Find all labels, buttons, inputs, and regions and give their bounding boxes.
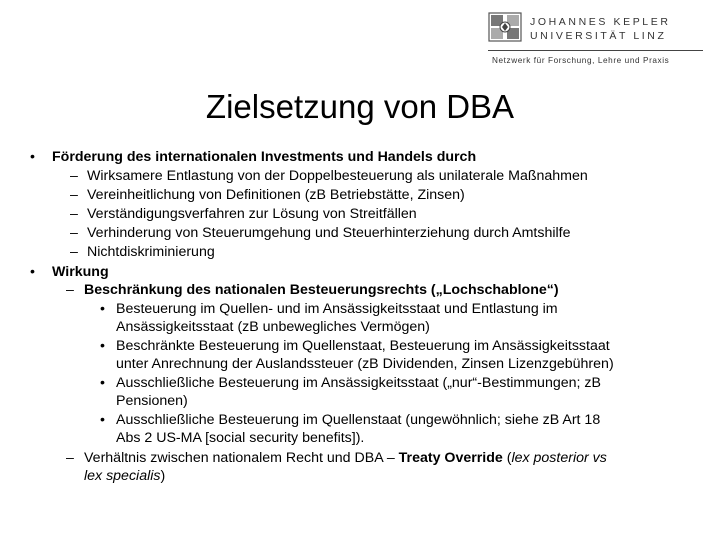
sub-bullet-beschraenkung: Beschränkung des nationalen Besteuerungsrechts („Lochschablone“): [84, 282, 559, 298]
dash-marker: –: [70, 187, 78, 203]
bullet-marker: •: [100, 375, 105, 391]
sub-bullet-verhaeltnis: [84, 449, 607, 468]
logo-divider: [488, 50, 703, 51]
logo-name-line1: JOHANNES KEPLER: [530, 16, 671, 28]
logo-name-line2: UNIVERSITÄT LINZ: [530, 30, 667, 42]
dash-marker: –: [70, 168, 78, 184]
sub-sub-bullet-2-line1: Beschränkte Besteuerung im Quellenstaat, Besteuerung im Ansässigkeitsstaat: [116, 338, 610, 354]
lex-posterior-text: lex posterior vs: [511, 450, 607, 466]
sub-sub-bullet-4-line2: Abs 2 US-MA [social security benefits]).: [116, 430, 365, 446]
sub-sub-bullet-2-line2: unter Anrechnung der Auslandssteuer (zB Dividenden, Zinsen Lizenzgebühren): [116, 356, 614, 372]
treaty-override-text: Treaty Override: [398, 450, 503, 466]
dash-marker: –: [66, 450, 74, 466]
crest-icon: [488, 12, 522, 42]
verhaeltnis-text: Verhältnis zwischen nationalem Recht und DBA –: [84, 450, 399, 466]
sub-bullet-steuerumgehung: Verhinderung von Steuerumgehung und Steuerhinterziehung durch Amtshilfe: [87, 225, 571, 241]
paren-close: ): [160, 468, 166, 484]
university-logo: [488, 12, 708, 72]
bullet-wirkung: Wirkung: [52, 264, 109, 280]
sub-sub-bullet-3-line1: Ausschließliche Besteuerung im Ansässigkeitsstaat („nur“-Bestimmungen; zB: [116, 375, 601, 391]
bullet-marker: •: [100, 301, 105, 317]
sub-sub-bullet-4-line1: Ausschließliche Besteuerung im Quellenstaat (ungewöhnlich; siehe zB Art 18: [116, 412, 601, 428]
sub-bullet-verhaeltnis-line2: [84, 467, 165, 486]
sub-bullet-nichtdiskriminierung: Nichtdiskriminierung: [87, 244, 215, 260]
sub-bullet-definitionen: Vereinheitlichung von Definitionen (zB Betriebstätte, Zinsen): [87, 187, 465, 203]
bullet-marker: •: [30, 149, 35, 165]
lex-specialis-text: lex specialis: [84, 468, 161, 484]
bullet-marker: •: [30, 264, 35, 280]
sub-sub-bullet-1-line1: Besteuerung im Quellen- und im Ansässigkeitsstaat und Entlastung im: [116, 301, 558, 317]
sub-bullet-verstaendigung: Verständigungsverfahren zur Lösung von Streitfällen: [87, 206, 417, 222]
dash-marker: –: [70, 225, 78, 241]
sub-bullet-entlastung: Wirksamere Entlastung von der Doppelbesteuerung als unilaterale Maßnahmen: [87, 168, 588, 184]
dash-marker: –: [66, 282, 74, 298]
sub-sub-bullet-3-line2: Pensionen): [116, 393, 188, 409]
slide-title: Zielsetzung von DBA: [205, 88, 515, 125]
bullet-foerderung: Förderung des internationalen Investments und Handels durch: [52, 149, 477, 165]
dash-marker: –: [70, 206, 78, 222]
bullet-marker: •: [100, 412, 105, 428]
dash-marker: –: [70, 244, 78, 260]
bullet-marker: •: [100, 338, 105, 354]
logo-tagline: Netzwerk für Forschung, Lehre und Praxis: [492, 56, 670, 65]
paren-open: (: [502, 450, 512, 466]
sub-sub-bullet-1-line2: Ansässigkeitsstaat (zB unbewegliches Vermögen): [116, 319, 430, 335]
